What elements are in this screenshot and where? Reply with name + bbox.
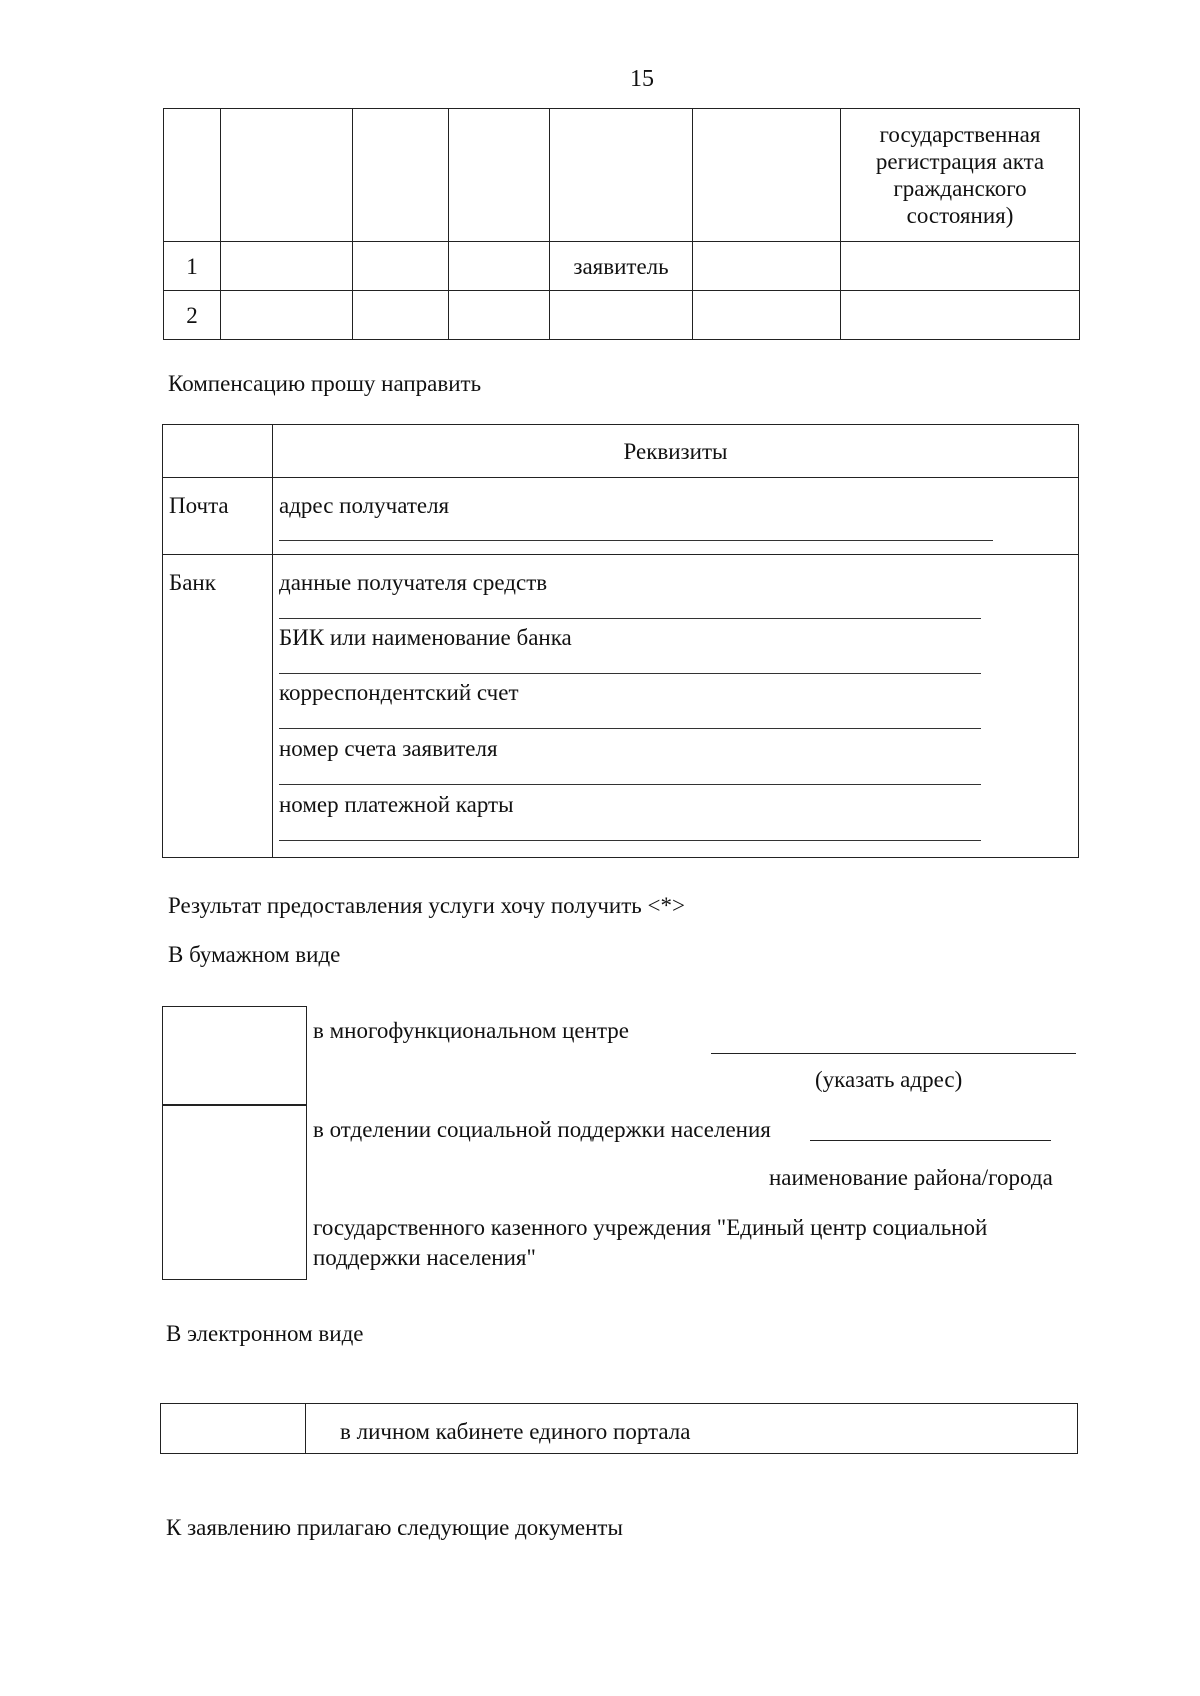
mfc-address-field[interactable] [711,1053,1076,1054]
institution-line: поддержки населения" [313,1245,536,1270]
header-line: состояния) [906,203,1014,228]
header-line: гражданского [893,176,1027,201]
paper-heading: В бумажном виде [168,942,341,967]
district-city-field[interactable] [810,1140,1051,1141]
card-number-field[interactable] [279,840,981,841]
table-cell[interactable] [693,242,841,291]
header-line: государственная [879,122,1041,147]
table-cell[interactable] [841,291,1080,340]
table-cell[interactable] [693,291,841,340]
mfc-checkbox[interactable] [162,1006,307,1106]
table-header-row [164,109,1080,242]
recipient-data-field[interactable] [279,618,981,619]
post-label: Почта [163,478,273,555]
applicant-account-field[interactable] [279,784,981,785]
result-heading: Результат предоставления услуги хочу получить <*> [168,893,685,918]
compensation-heading: Компенсацию прошу направить [168,371,482,396]
table-cell[interactable] [449,291,550,340]
bank-row [163,555,1079,858]
correspondent-account-field[interactable] [279,728,981,729]
recipient-data-label: данные получателя средств [279,570,548,595]
row-role[interactable] [550,291,693,340]
social-option-label: в отделении социальной поддержки населения [313,1117,771,1142]
table-cell[interactable] [221,291,353,340]
institution-line: государственного казенного учреждения "Единый центр социальной [313,1215,988,1240]
table-cell[interactable] [449,242,550,291]
electronic-heading: В электронном виде [166,1321,364,1346]
table-row [164,242,1080,291]
social-office-checkbox[interactable] [162,1104,307,1280]
row-number: 1 [164,242,221,291]
header-cell-registration [841,109,1080,242]
post-fields [273,478,1079,555]
row-number: 2 [164,291,221,340]
attachments-heading: К заявлению прилагаю следующие документы [166,1515,623,1540]
requisites-header-row [163,425,1079,478]
district-city-hint: наименование района/города [769,1165,1053,1190]
portal-option-label: в личном кабинете единого портала [340,1419,691,1444]
bank-fields [273,555,1079,858]
page-number: 15 [630,66,654,92]
bank-bic-field[interactable] [279,673,981,674]
requisites-header: Реквизиты [273,425,1079,478]
table-cell[interactable] [221,242,353,291]
correspondent-account-label: корреспондентский счет [279,680,519,705]
recipient-address-field[interactable] [279,540,993,541]
recipient-address-label: адрес получателя [279,493,450,518]
applicants-table [163,108,1080,340]
mfc-option-label: в многофункциональном центре [313,1018,629,1043]
requisites-table [162,424,1079,858]
mfc-address-hint: (указать адрес) [815,1067,963,1092]
portal-checkbox[interactable] [160,1403,306,1454]
row-role: заявитель [550,242,693,291]
applicant-account-label: номер счета заявителя [279,736,498,761]
table-cell[interactable] [841,242,1080,291]
header-line: регистрация акта [875,149,1045,174]
table-row [164,291,1080,340]
bank-label: Банк [163,555,273,858]
card-number-label: номер платежной карты [279,792,514,817]
table-cell[interactable] [353,242,449,291]
table-cell[interactable] [353,291,449,340]
bank-bic-label: БИК или наименование банка [279,625,572,650]
post-row [163,478,1079,555]
